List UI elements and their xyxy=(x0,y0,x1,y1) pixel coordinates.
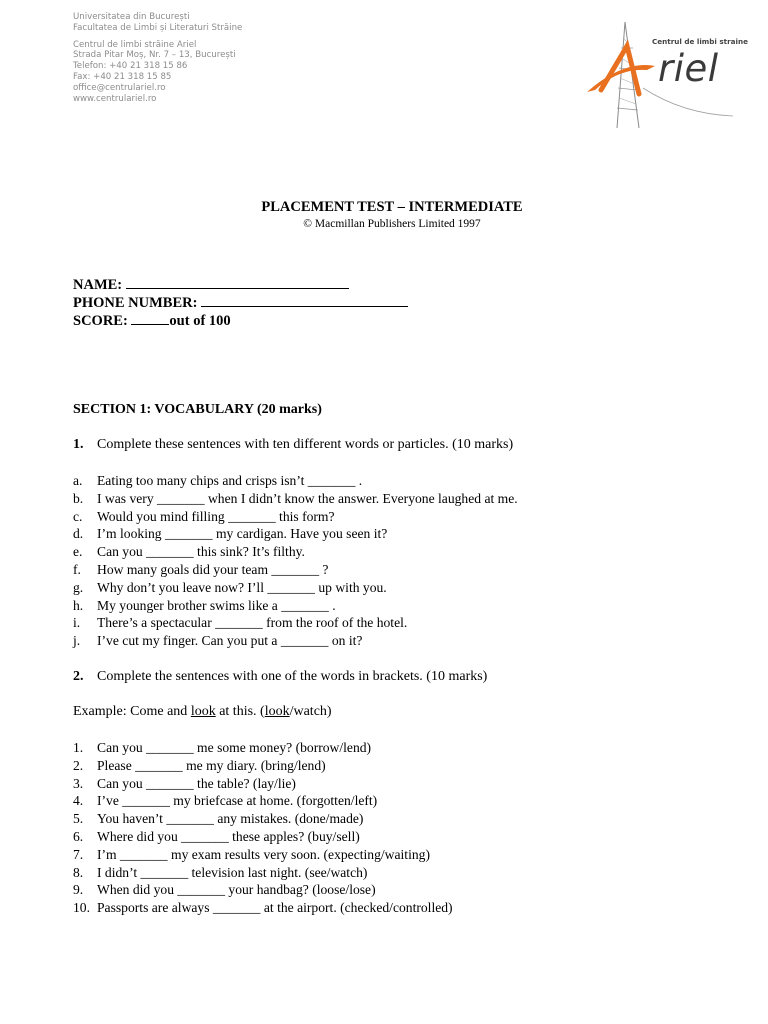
list-item: h. My younger brother swims like a _______ . xyxy=(73,597,336,613)
question-2-list xyxy=(73,739,453,917)
website[interactable]: www.centrulariel.ro xyxy=(73,93,157,104)
name-label: NAME: xyxy=(73,277,123,293)
question-1-list xyxy=(73,472,518,650)
score-input-line[interactable] xyxy=(131,312,169,325)
list-item: d. I’m looking _______ my cardigan. Have you seen it? xyxy=(73,526,388,542)
phone-label: PHONE NUMBER: xyxy=(73,295,198,311)
street-address: Strada Pitar Moș, Nr. 7 – 13, București xyxy=(73,50,236,61)
list-item: 4. I’ve _______ my briefcase at home. (forgotten/left) xyxy=(73,793,378,809)
list-item: 2. Please _______ me my diary. (bring/lend) xyxy=(73,757,326,773)
email-address[interactable]: office@centrulariel.ro xyxy=(73,82,166,93)
score-suffix: out of 100 xyxy=(169,313,231,329)
list-item: 9. When did you _______ your handbag? (loose/lose) xyxy=(73,882,376,898)
question-1-number: 1. xyxy=(73,437,84,452)
question-1-instruction xyxy=(73,437,513,453)
list-item: e. Can you _______ this sink? It’s filthy. xyxy=(73,544,305,560)
center-name: Centrul de limbi străine Ariel xyxy=(73,39,197,50)
list-item: b. I was very _______ when I didn’t know the answer. Everyone laughed at me. xyxy=(73,490,518,506)
question-1-text: Complete these sentences with ten different words or particles. (10 marks) xyxy=(97,437,514,452)
question-2-example: Example: Come and look at this. (look/watch) xyxy=(73,704,332,719)
fax-number: Fax: +40 21 318 15 85 xyxy=(73,71,172,82)
logo-word: riel xyxy=(658,47,719,90)
page-title: PLACEMENT TEST – INTERMEDIATE xyxy=(261,199,523,215)
question-2-number: 2. xyxy=(73,669,84,684)
list-item: 6. Where did you _______ these apples? (buy/sell) xyxy=(73,828,360,844)
student-info-fields xyxy=(73,276,408,330)
list-item: 1. Can you _______ me some money? (borrow/lend) xyxy=(73,740,372,755)
list-item: a. Eating too many chips and crisps isn’t _______ . xyxy=(73,473,363,488)
section-1-heading: SECTION 1: VOCABULARY (20 marks) xyxy=(73,402,322,417)
list-item: g. Why don’t you leave now? I’ll _______ up with you. xyxy=(73,579,387,595)
list-item: j. I’ve cut my finger. Can you put a _______ on it? xyxy=(73,633,363,649)
list-item: 8. I didn’t _______ television last night. (see/watch) xyxy=(73,864,368,880)
name-field xyxy=(73,276,408,294)
list-item: 7. I’m _______ my exam results very soon. (expecting/waiting) xyxy=(73,846,430,862)
phone-input-line[interactable] xyxy=(201,294,408,307)
university-name: Universitatea din București xyxy=(73,12,190,22)
question-2-text: Complete the sentences with one of the words in brackets. (10 marks) xyxy=(97,669,488,684)
list-item: c. Would you mind filling _______ this form? xyxy=(73,508,335,524)
list-item: i. There’s a spectacular _______ from the roof of the hotel. xyxy=(73,615,408,631)
score-label: SCORE: xyxy=(73,313,128,329)
copyright-notice: © Macmillan Publishers Limited 1997 xyxy=(303,218,481,230)
logo-tagline: Centrul de limbi straine xyxy=(652,37,748,46)
score-field xyxy=(73,312,408,330)
question-2-instruction xyxy=(73,669,487,685)
phone-field xyxy=(73,294,408,312)
faculty-name: Facultatea de Limbi și Literaturi Străine xyxy=(73,22,243,33)
list-item: f. How many goals did your team _______ ? xyxy=(73,561,329,577)
phone-number: Telefon: +40 21 318 15 86 xyxy=(73,61,188,72)
list-item: 5. You haven’t _______ any mistakes. (done/made) xyxy=(73,811,364,827)
institution-header xyxy=(73,12,242,104)
name-input-line[interactable] xyxy=(126,276,349,289)
list-item: 3. Can you _______ the table? (lay/lie) xyxy=(73,775,296,791)
list-item: 10. Passports are always _______ at the airport. (checked/controlled) xyxy=(73,900,453,916)
